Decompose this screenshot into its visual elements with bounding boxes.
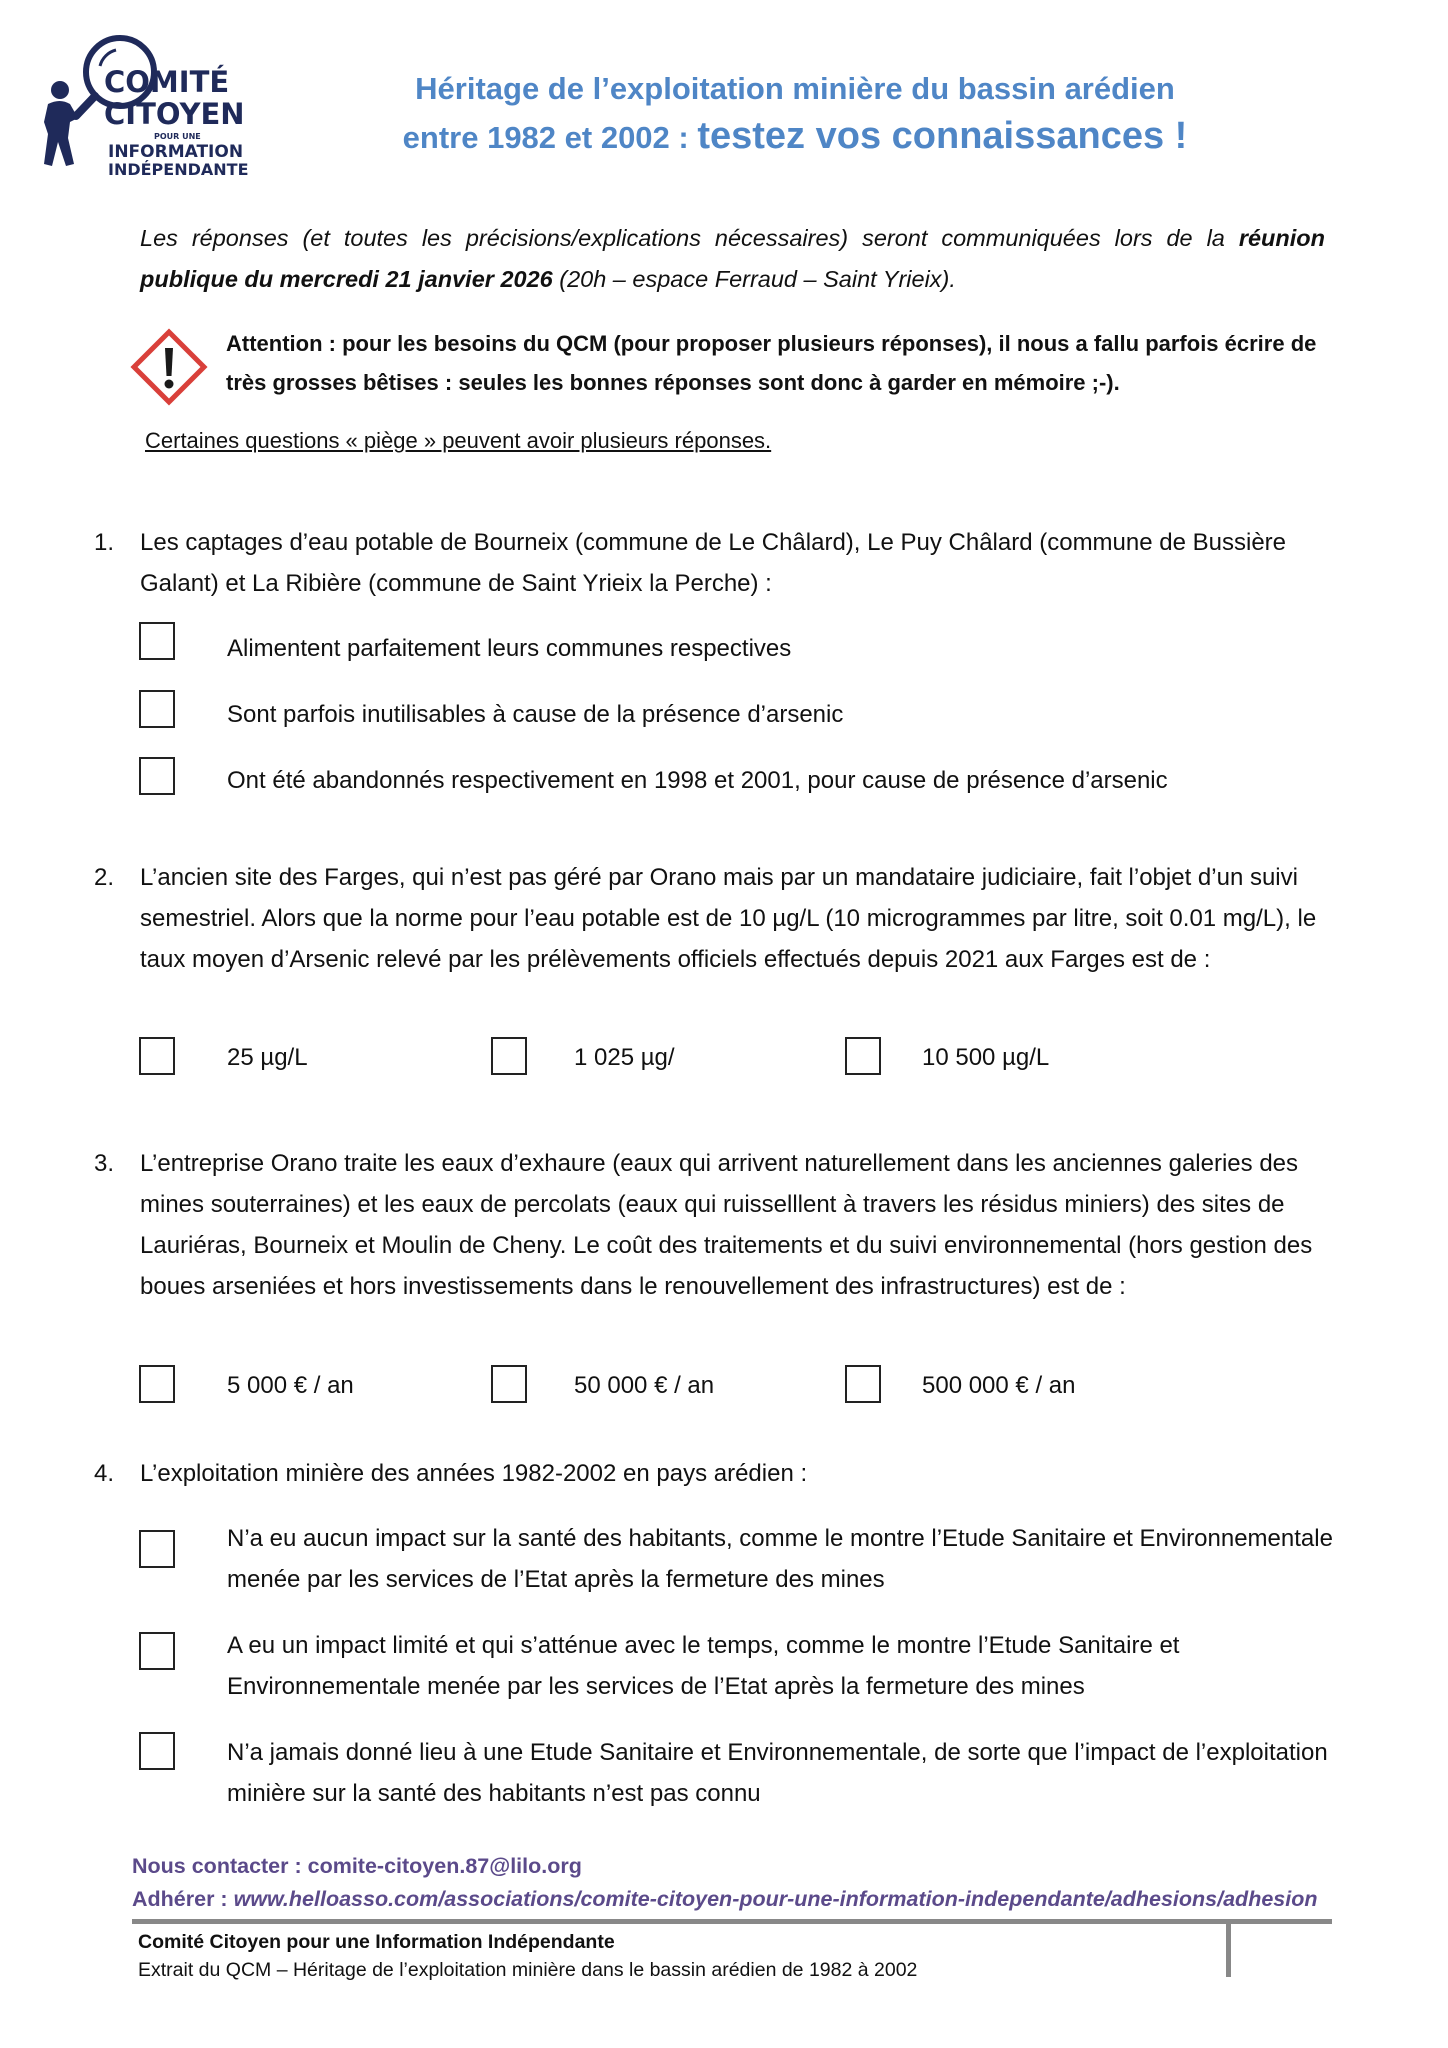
question-2-option-1-checkbox[interactable] (139, 1037, 175, 1075)
question-2-text: L’ancien site des Farges, qui n’est pas géré par Orano mais par un mandataire judiciaire, fait l’objet d’un suivi semestriel. Alors que la norme pour l’eau potable est de 10 µg/L (10 microgrammes par litre, soit 0.01 mg/L), le taux moyen d’Arsenic relevé par les prélèvements officiels effectués depuis 2021 aux Farges est de : (140, 864, 1317, 973)
join-line (132, 1883, 1317, 1916)
warning-text: Attention : pour les besoins du QCM (pour proposer plusieurs réponses), il nous a fallu parfois écrire de très grosses bêtises : seules les bonnes réponses sont donc à garder en mémoire ;-). (226, 331, 1317, 395)
footer-org-name: Comité Citoyen pour une Information Indépendante (138, 1931, 615, 1953)
organization-logo (40, 30, 260, 179)
intro-paragraph (140, 218, 1325, 300)
contact-line (132, 1850, 1317, 1883)
question-3-option-2-label: 50 000 € / an (574, 1372, 715, 1399)
question-3-number: 3. (94, 1150, 115, 1177)
intro-text-part1: Les réponses (et toutes les précisions/explications nécessaires) seront communiquées lors de la (140, 225, 1239, 251)
footer-vertical-divider (1226, 1919, 1231, 1977)
question-4-text: L’exploitation minière des années 1982-2002 en pays arédien : (140, 1460, 808, 1487)
question-3-text: L’entreprise Orano traite les eaux d’exhaure (eaux qui arrivent naturellement dans les anciennes galeries des mines souterraines) et les eaux de percolats (eaux qui ruisselllent à travers les résidus miniers) des sites de Lauriéras, Bourneix et Moulin de Cheny. Le coût des traitements et du suivi environnemental (hors gestion des boues arseniées et hors investissements dans le renouvellement des infrastructures) est de : (140, 1150, 1313, 1300)
contact-block (132, 1850, 1317, 1916)
question-4-option-1-label: N’a eu aucun impact sur la santé des habitants, comme le montre l’Etude Sanitaire et Environnementale menée par les services de l’Etat après la fermeture des mines (227, 1525, 1333, 1593)
footer-divider (132, 1919, 1332, 1924)
title-line-2 (330, 110, 1260, 164)
contact-email-link[interactable]: comite-citoyen.87@lilo.org (307, 1854, 582, 1878)
join-label: Adhérer : (132, 1887, 234, 1911)
contact-label: Nous contacter : (132, 1854, 308, 1878)
question-2-option-3-label: 10 500 µg/L (922, 1044, 1050, 1071)
question-1-option-1-checkbox[interactable] (139, 622, 175, 660)
question-1-option-1-label: Alimentent parfaitement leurs communes respectives (227, 635, 792, 662)
question-4-number: 4. (94, 1460, 115, 1487)
title-line-1: Héritage de l’exploitation minière du bassin arédien (415, 71, 1175, 106)
question-3-option-1-checkbox[interactable] (139, 1365, 175, 1403)
question-1-number: 1. (94, 529, 115, 556)
question-4-option-3-label: N’a jamais donné lieu à une Etude Sanitaire et Environnementale, de sorte que l’impact de l’exploitation minière sur la santé des habitants n’est pas connu (227, 1739, 1328, 1807)
logo-word-independante: INDÉPENDANTE (108, 160, 249, 179)
question-4-option-1-checkbox[interactable] (139, 1530, 175, 1568)
logo-word-comite: COMITÉ (104, 65, 230, 99)
question-2-number: 2. (94, 864, 115, 891)
question-1-option-3-label: Ont été abandonnés respectivement en 1998 et 2001, pour cause de présence d’arsenic (227, 767, 1168, 794)
question-2-option-2-label: 1 025 µg/ (574, 1044, 675, 1071)
question-4-option-3-checkbox[interactable] (139, 1732, 175, 1770)
page-footer (138, 1928, 917, 1984)
question-1-option-3-checkbox[interactable] (139, 757, 175, 795)
trap-questions-note: Certaines questions « piège » peuvent avoir plusieurs réponses. (145, 428, 772, 453)
logo-word-pour-une: POUR UNE (154, 132, 201, 141)
title-emphasis: testez vos connaissances ! (697, 115, 1188, 157)
question-3-option-2-checkbox[interactable] (491, 1365, 527, 1403)
logo-word-citoyen: CITOYEN (104, 97, 245, 131)
question-4-option-2-label: A eu un impact limité et qui s’atténue avec le temps, comme le montre l’Etude Sanitaire et Environnementale menée par les services de l’Etat après la fermeture des mines (227, 1632, 1180, 1700)
title-line-2-prefix: entre 1982 et 2002 : (402, 120, 698, 155)
question-1-text: Les captages d’eau potable de Bourneix (commune de Le Châlard), Le Puy Châlard (commune de Bussière Galant) et La Ribière (commune de Saint Yrieix la Perche) : (140, 529, 1286, 597)
page-title (330, 68, 1260, 164)
footer-subtitle: Extrait du QCM – Héritage de l’exploitation minière dans le bassin arédien de 1982 à 2002 (138, 1959, 918, 1981)
question-3-option-3-label: 500 000 € / an (922, 1372, 1076, 1399)
warning-exclamation-icon (130, 328, 208, 406)
question-2-option-3-checkbox[interactable] (845, 1037, 881, 1075)
question-2-option-1-label: 25 µg/L (227, 1044, 308, 1071)
question-2-option-2-checkbox[interactable] (491, 1037, 527, 1075)
question-1-option-2-checkbox[interactable] (139, 690, 175, 728)
question-1-option-2-label: Sont parfois inutilisables à cause de la présence d’arsenic (227, 701, 844, 728)
question-3-option-1-label: 5 000 € / an (227, 1372, 354, 1399)
intro-meeting-date: réunion publique du mercredi 21 janvier 2026 (140, 225, 1325, 292)
join-url-link[interactable]: www.helloasso.com/associations/comite-citoyen-pour-une-information-independante/adhesions/adhesion (233, 1887, 1318, 1911)
question-3-option-3-checkbox[interactable] (845, 1365, 881, 1403)
intro-text-part2: (20h – espace Ferraud – Saint Yrieix). (552, 266, 956, 292)
logo-word-information: INFORMATION (108, 142, 244, 162)
question-4-option-2-checkbox[interactable] (139, 1632, 175, 1670)
